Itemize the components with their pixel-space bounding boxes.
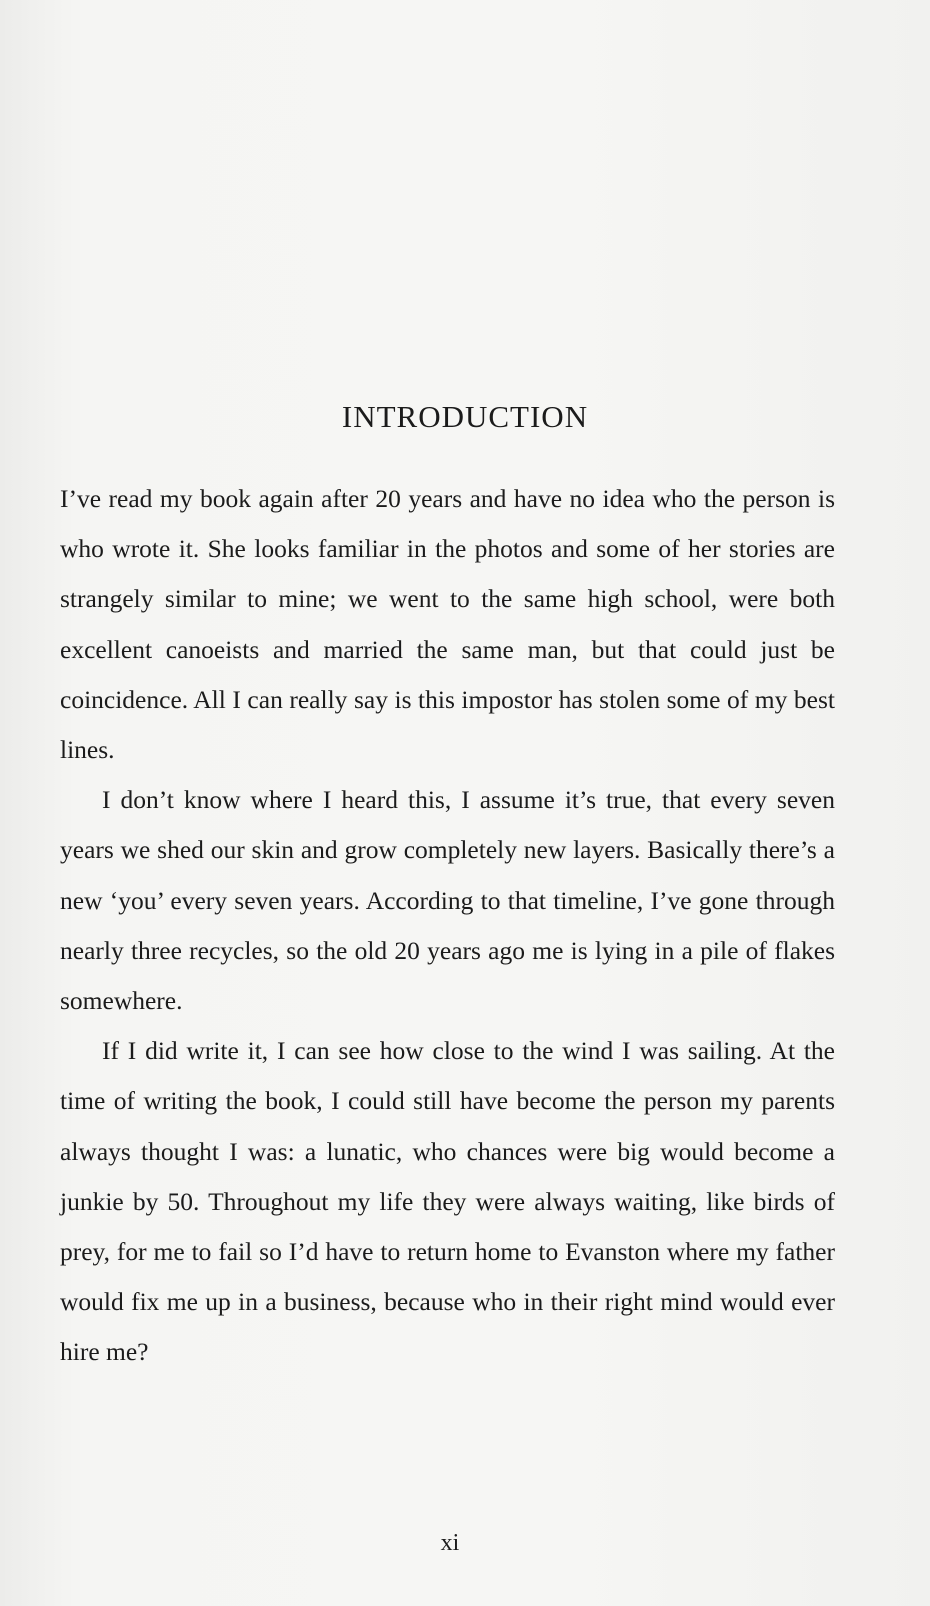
paragraph-2: I don’t know where I heard this, I assume it’s true, that every seven years we shed our skin and grow completely new layers. Basically there’s a new ‘you’ every seven years. According to that timeline, I’ve gone through nearly three recycles, so the old 20 years ago me is lying in a pile of flakes somewhere. — [60, 785, 835, 1016]
paragraph-3: If I did write it, I can see how close to the wind I was sailing. At the time of writing the book, I could still have become the person my parents always thought I was: a lunatic, who chances were big would become a junkie by 50. Throughout my life they were always waiting, like birds of prey, for me to fail so I’d have to return home to Evanston where my father would fix me up in a business, because who in their right mind would ever hire me? — [60, 1036, 835, 1367]
body-text — [60, 474, 835, 1378]
paragraph-1: I’ve read my book again after 20 years and have no idea who the person is who wrote it. She looks familiar in the photos and some of her stories are strangely similar to mine; we went to the same high school, were both excellent canoeists and married the same man, but that could just be coincidence. All I can really say is this impostor has stolen some of my best lines. — [60, 484, 835, 765]
page-number: xi — [440, 1530, 460, 1556]
chapter-heading: INTRODUCTION — [341, 398, 589, 434]
